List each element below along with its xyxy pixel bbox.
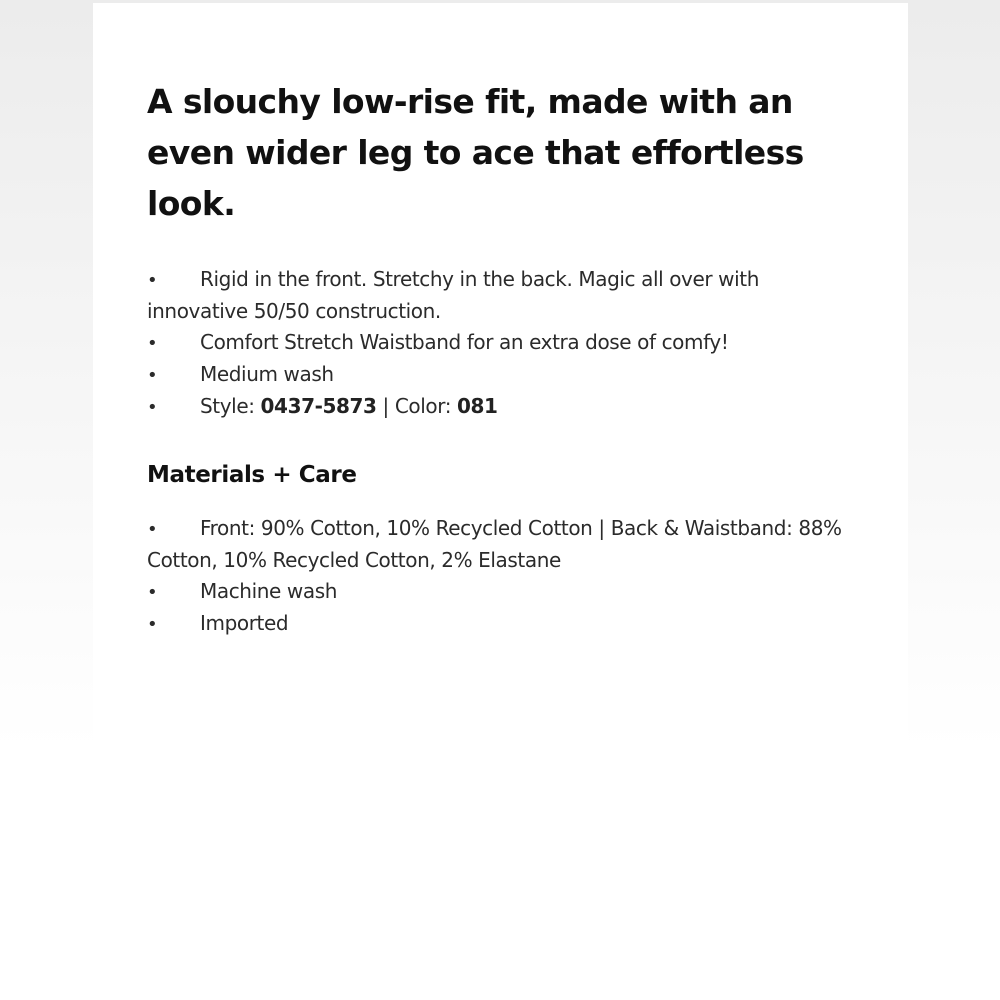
color-code: 081 [457, 394, 498, 418]
care-text: Front: 90% Cotton, 10% Recycled Cotton | Back & Waistband: 88% Cotton, 10% Recycled Cotton, 2% Elastane [147, 516, 842, 572]
feature-item [147, 264, 847, 327]
bullet-icon: • [147, 270, 158, 291]
color-label: Color: [394, 394, 457, 418]
feature-text: Medium wash [200, 362, 334, 386]
feature-text: Comfort Stretch Waistband for an extra dose of comfy! [200, 330, 729, 354]
bullet-icon: • [147, 333, 158, 354]
care-item [147, 513, 867, 576]
product-description-card [93, 3, 908, 1000]
care-item [147, 608, 867, 640]
care-list [147, 513, 867, 640]
bullet-icon: • [147, 582, 158, 603]
style-separator: | [376, 394, 395, 418]
style-color-item [147, 391, 847, 423]
bullet-icon: • [147, 519, 158, 540]
care-text: Machine wash [200, 579, 337, 603]
feature-item [147, 359, 847, 391]
feature-list [147, 264, 847, 423]
style-number: 0437-5873 [260, 394, 377, 418]
bullet-icon: • [147, 365, 158, 386]
feature-text: Rigid in the front. Stretchy in the back. Magic all over with innovative 50/50 construction. [147, 267, 759, 323]
bullet-icon: • [147, 614, 158, 635]
feature-item [147, 327, 847, 359]
style-label: Style: [200, 394, 261, 418]
care-item [147, 576, 867, 608]
product-headline: A slouchy low-rise fit, made with an even wider leg to ace that effortless look. [147, 82, 804, 223]
bullet-icon: • [147, 397, 158, 418]
care-text: Imported [200, 611, 289, 635]
materials-care-heading: Materials + Care [147, 462, 357, 488]
